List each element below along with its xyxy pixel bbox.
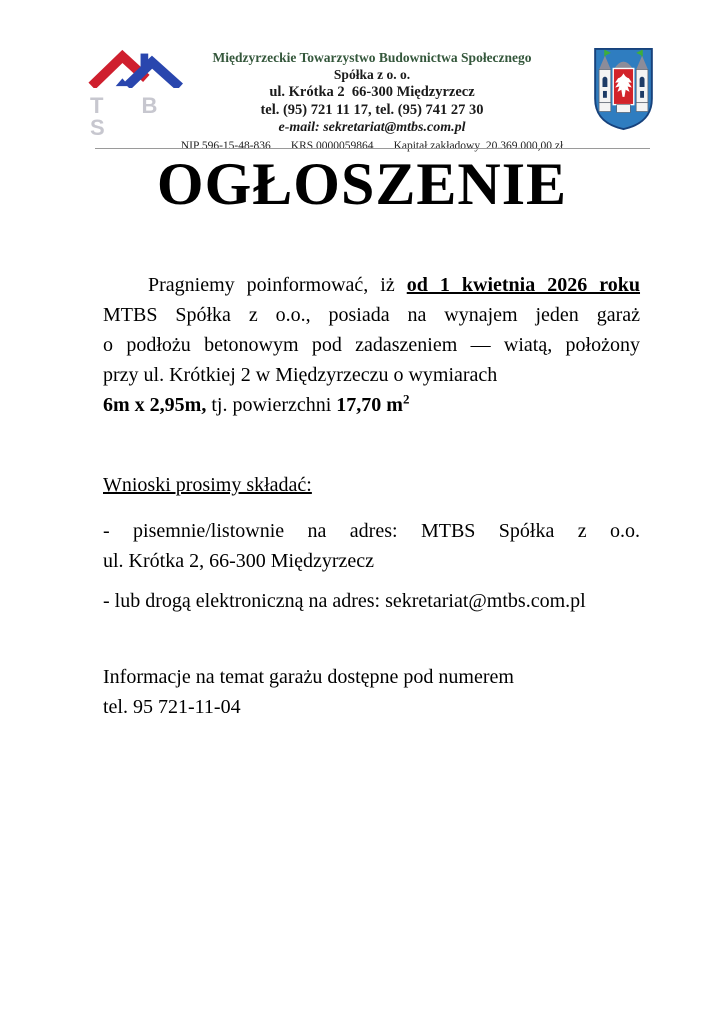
org-nip: NIP 596-15-48-836 <box>180 139 271 152</box>
paragraph-line: MTBS Spółka z o.o., posiada na wynajem jeden garaż <box>103 304 640 326</box>
org-email: e-mail: sekretariat@mtbs.com.pl <box>278 120 466 136</box>
area-superscript: 2 <box>402 391 410 407</box>
p1-date-emphasis: od 1 kwietnia 2026 roku <box>406 274 641 296</box>
letterhead <box>92 50 652 153</box>
miedzyrzecz-coat-of-arms-icon <box>592 46 655 132</box>
bullet-email-line: - lub drogą elektroniczną na adres: sekretariat@mtbs.com.pl <box>103 590 586 612</box>
section-heading: Wnioski prosimy składać: <box>103 474 312 496</box>
paragraph-line <box>103 270 640 300</box>
announcement-body <box>103 270 640 722</box>
paragraph-line: przy ul. Krótkiej 2 w Międzyrzeczu o wymiarach <box>103 364 498 386</box>
dimensions-joiner: tj. powierzchni <box>206 394 337 416</box>
org-name: Międzyrzeckie Towarzystwo Budownictwa Społecznego <box>212 50 532 65</box>
paragraph-line: o podłożu betonowym pod zadaszeniem — wiatą, położony <box>103 334 640 356</box>
org-legal-form: Spółka z o. o. <box>333 66 411 82</box>
dimensions-line <box>103 390 640 420</box>
info-phone-line: tel. 95 721-11-04 <box>103 696 241 718</box>
org-krs: KRS 0000059864 <box>290 139 374 152</box>
tbs-logo-letters: T B S <box>90 93 174 140</box>
p1-lead-text: Pragniemy poinformować, iż <box>148 274 407 296</box>
bullet-postal-line: ul. Krótka 2, 66-300 Międzyrzecz <box>103 550 375 572</box>
bullet-postal-line: - pisemnie/listownie na adres: MTBS Spółka z o.o. <box>103 520 640 542</box>
garage-dimensions: 6m x 2,95m, <box>103 394 207 416</box>
garage-area: 17,70 m <box>336 394 403 416</box>
info-line: Informacje na temat garażu dostępne pod numerem <box>103 666 514 688</box>
page-title: OGŁOSZENIE <box>156 151 568 217</box>
header-divider <box>95 148 650 149</box>
org-phones: tel. (95) 721 11 17, tel. (95) 741 27 30 <box>260 101 484 118</box>
org-capital: Kapitał zakładowy 20.369.000,00 zł <box>393 139 564 152</box>
org-address: ul. Krótka 2 66-300 Międzyrzecz <box>269 83 475 100</box>
